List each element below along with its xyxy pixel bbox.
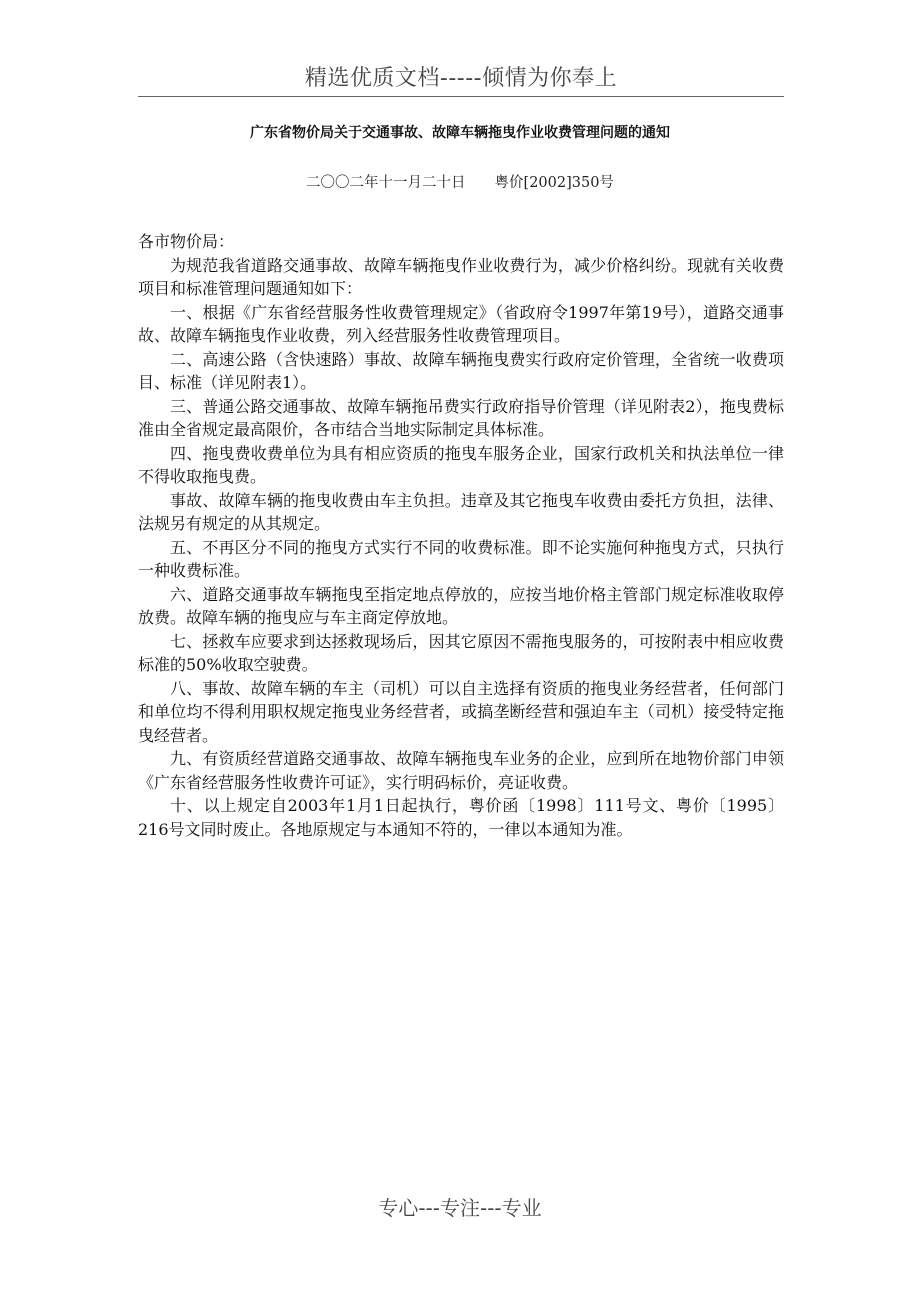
document-date-and-number: 二〇〇二年十一月二十日 粤价[2002]350号 <box>306 175 614 191</box>
paragraph-item-2: 二、高速公路（含快速路）事故、故障车辆拖曳费实行政府定价管理，全省统一收费项目、标准（详见附表1）。 <box>138 349 784 392</box>
page-footer: 专心---专注---专业 <box>378 1196 542 1220</box>
page-header <box>138 62 784 97</box>
paragraph-item-1: 一、根据《广东省经营服务性收费管理规定》（省政府令1997年第19号），道路交通事故、故障车辆拖曳作业收费，列入经营服务性收费管理项目。 <box>138 302 784 345</box>
paragraph-item-6: 六、道路交通事故车辆拖曳至指定地点停放的，应按当地价格主管部门规定标准收取停放费。故障车辆的拖曳应与车主商定停放地。 <box>138 584 784 627</box>
paragraph-item-4: 四、拖曳费收费单位为具有相应资质的拖曳车服务企业，国家行政机关和执法单位一律不得收取拖曳费。 <box>138 443 784 486</box>
paragraph-item-3: 三、普通公路交通事故、故障车辆拖吊费实行政府指导价管理（详见附表2），拖曳费标准由全省规定最高限价，各市结合当地实际制定具体标准。 <box>138 396 784 439</box>
paragraph-intro: 为规范我省道路交通事故、故障车辆拖曳作业收费行为，减少价格纠纷。现就有关收费项目和标准管理问题通知如下： <box>138 255 784 298</box>
header-text: 精选优质文档-----倾情为你奉上 <box>304 66 618 91</box>
document-title: 广东省物价局关于交通事故、故障车辆拖曳作业收费管理问题的通知 <box>250 125 670 141</box>
document-body <box>138 230 784 841</box>
paragraph-item-5: 五、不再区分不同的拖曳方式实行不同的收费标准。即不论实施何种拖曳方式，只执行一种收费标准。 <box>138 537 784 580</box>
salutation: 各市物价局： <box>138 232 235 251</box>
paragraph-item-10: 十、以上规定自2003年1月1日起执行，粤价函〔1998〕111号文、粤价〔1995〕216号文同时废止。各地原规定与本通知不符的，一律以本通知为准。 <box>138 796 784 839</box>
paragraph-item-9: 九、有资质经营道路交通事故、故障车辆拖曳车业务的企业，应到所在地物价部门申领《广东省经营服务性收费许可证》，实行明码标价，亮证收费。 <box>138 749 784 792</box>
paragraph-item-8: 八、事故、故障车辆的车主（司机）可以自主选择有资质的拖曳业务经营者，任何部门和单位均不得利用职权规定拖曳业务经营者，或搞垄断经营和强迫车主（司机）接受特定拖曳经营者。 <box>138 678 784 745</box>
paragraph-item-4-note: 事故、故障车辆的拖曳收费由车主负担。违章及其它拖曳车收费由委托方负担，法律、法规另有规定的从其规定。 <box>138 490 784 533</box>
paragraph-item-7: 七、拯救车应要求到达拯救现场后，因其它原因不需拖曳服务的，可按附表中相应收费标准的50%收取空驶费。 <box>138 631 784 674</box>
